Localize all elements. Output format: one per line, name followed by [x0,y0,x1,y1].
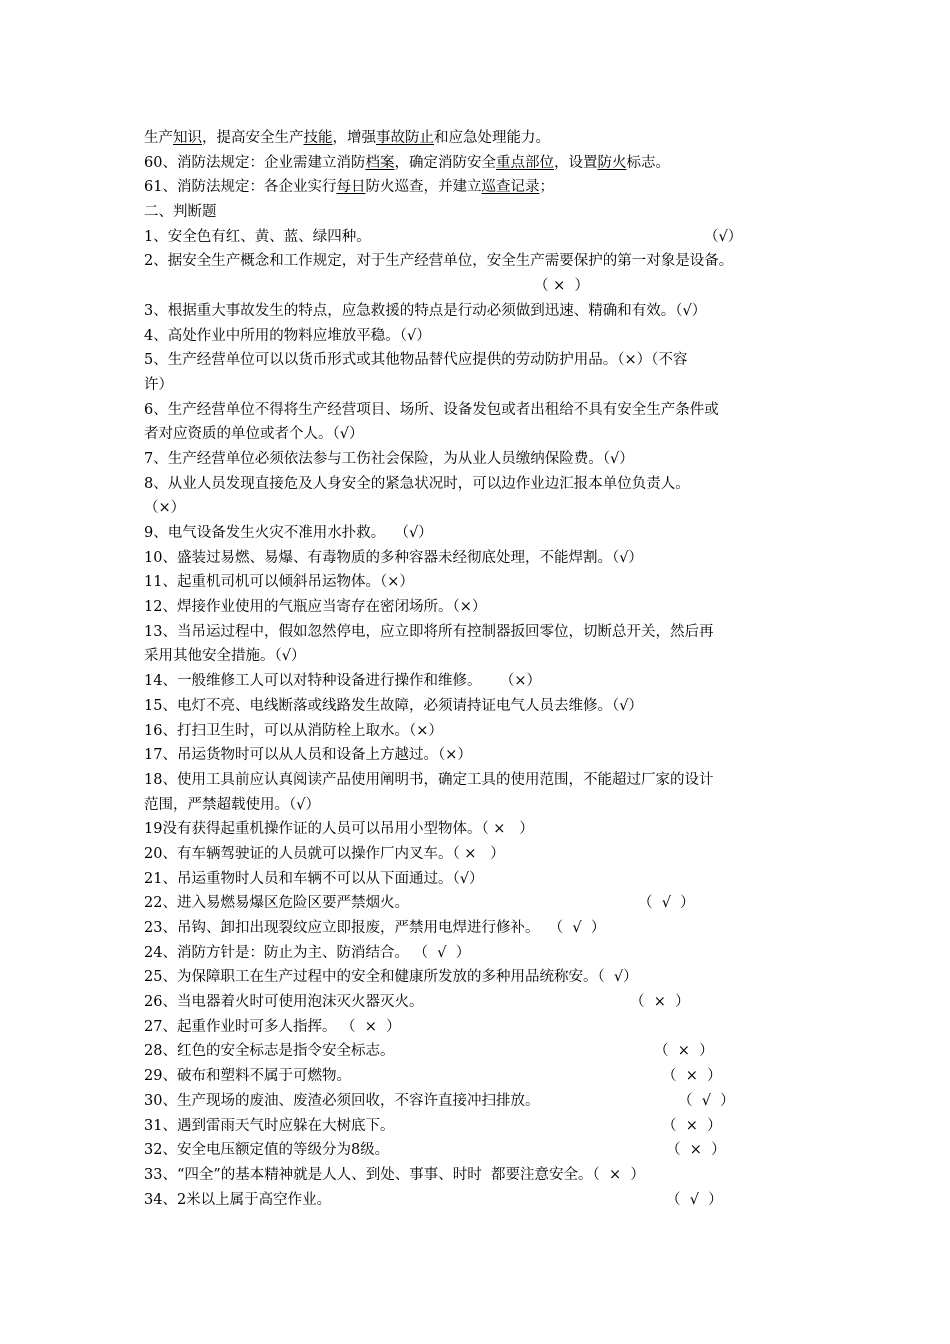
question-text: 31、遇到雷雨天气时应躲在大树底下。 [144,1117,395,1134]
underlined-term: 防火 [597,154,627,171]
question-line [144,570,824,595]
question-text: 24、消防方针是：防止为主、防消结合。 （ √ ） [144,944,471,961]
question-line [144,472,824,497]
question-line [144,1138,824,1163]
question-text: 32、安全电压额定值的等级分为8级。 [144,1142,390,1159]
question-text: （×） [144,500,186,517]
underlined-term: 巡查 [481,179,511,196]
question-line [144,274,824,299]
document-body [144,126,824,1212]
question-text: 30、生产现场的废油、废渣必须回收，不容许直接冲扫排放。 [144,1092,540,1109]
question-line [144,694,824,719]
question-line [144,620,824,645]
question-line [144,965,824,990]
question-text: 21、吊运重物时人员和车辆不可以从下面通过。（√） [144,870,484,887]
question-line [144,1188,824,1213]
answer-mark: （ √ ） [638,895,695,912]
question-text: 20、有车辆驾驶证的人员就可以操作厂内叉车。（ × ） [144,845,505,862]
section-title: 二、判断题 [144,204,217,221]
question-line [144,817,824,842]
question-line [144,743,824,768]
question-line [144,225,824,250]
question-line [144,324,824,349]
underlined-term: 知识 [173,130,202,146]
answer-mark: （ × ） [666,1142,726,1159]
text-run: 60、消防法规定：企业需建立消防 [144,154,366,171]
question-text: 1、安全色有红、黄、蓝、绿四种。 [144,228,371,245]
question-text: 4、高处作业中所用的物料应堆放平稳。（√） [144,327,431,344]
underlined-term: 每日 [336,179,366,196]
question-line [144,249,824,274]
underlined-term: 重点部位 [495,154,554,171]
answer-mark: （√） [704,228,743,245]
question-line [144,1114,824,1139]
question-text: 27、起重作业时可多人指挥。 （ × ） [144,1018,401,1035]
question-text: 26、当电器着火时可使用泡沫灭火器灭火。 [144,994,424,1011]
question-text: 17、吊运货物时可以从人员和设备上方越过。（×） [144,747,472,764]
text-run: 和应急处理能力。 [434,130,550,146]
question-line [144,644,824,669]
question-line [144,891,824,916]
question-line [144,348,824,373]
answer-mark: （ √ ） [666,1191,723,1208]
text-run: 防火巡查，并建立 [365,179,482,196]
question-text: 16、打扫卫生时，可以从消防栓上取水。（×） [144,722,443,739]
intro-line-1 [144,126,824,151]
question-line [144,941,824,966]
question-text: 28、红色的安全标志是指令安全标志。 [144,1043,395,1060]
question-text: 6、生产经营单位不得将生产经营项目、场所、设备发包或者出租给不具有安全生产条件或 [144,401,719,418]
question-line [144,669,824,694]
text-run: ，提高安全生产 [202,130,304,146]
text-run: ，确定消防安全 [394,154,496,171]
underlined-term: 事故防止 [376,130,434,146]
question-text: 10、盛装过易燃、易爆、有毒物质的多种容器未经彻底处理，不能焊割。（√） [144,549,643,566]
question-text: 7、生产经营单位必须依法参与工伤社会保险，为从业人员缴纳保险费。（√） [144,450,634,467]
answer-mark: （ √ ） [678,1092,735,1109]
question-text: 3、根据重大事故发生的特点，应急救援的特点是行动必须做到迅速、精确和有效。（√） [144,302,707,319]
underlined-term: 技能 [303,130,333,146]
answer-mark: （ × ） [654,1043,714,1060]
question-line [144,1064,824,1089]
answer-mark: （ × ） [534,278,589,295]
question-text: 14、一般维修工人可以对特种设备进行操作和维修。 （×） [144,673,542,690]
question-text: 29、破布和塑料不属于可燃物。 [144,1068,351,1085]
question-line [144,793,824,818]
question-text: 12、焊接作业使用的气瓶应当寄存在密闭场所。（×） [144,599,487,616]
question-text: 5、生产经营单位可以以货币形式或其他物品替代应提供的劳动防护用品。（×）（不容 [144,352,688,369]
question-text: 采用其他安全措施。（√） [144,648,306,665]
question-line [144,1163,824,1188]
question-line [144,842,824,867]
question-line [144,422,824,447]
question-line [144,916,824,941]
question-text: 22、进入易燃易爆区危险区要严禁烟火。 [144,895,409,912]
text-run: ； [539,179,554,196]
question-line [144,447,824,472]
question-line [144,990,824,1015]
judgment-question-list [144,225,824,1213]
underlined-term: 记录 [510,179,540,196]
question-line [144,1015,824,1040]
intro-line-60 [144,151,824,176]
question-line [144,719,824,744]
question-text: 25、为保障职工在生产过程中的安全和健康所发放的多种用品统称安。（ √） [144,969,638,986]
question-text: 11、起重机司机可以倾斜吊运物体。（×） [144,574,414,591]
question-line [144,768,824,793]
question-line [144,546,824,571]
answer-mark: （ × ） [630,994,690,1011]
question-text: 33、“四全”的基本精神就是人人、到处、事事、时时 都要注意安全。（ × ） [144,1166,645,1183]
question-line [144,1089,824,1114]
question-text: 者对应资质的单位或者个人。（√） [144,426,364,443]
question-line [144,595,824,620]
question-line [144,299,824,324]
question-line [144,867,824,892]
question-line [144,398,824,423]
question-text: 许） [144,376,173,393]
question-text: 13、当吊运过程中，假如忽然停电，应立即将所有控制器扳回零位，切断总开关，然后再 [144,623,714,640]
answer-mark: （ × ） [662,1117,722,1134]
question-text: 2、据安全生产概念和工作规定，对于生产经营单位，安全生产需要保护的第一对象是设备。 [144,253,734,270]
question-line [144,1039,824,1064]
question-text: 23、吊钩、卸扣出现裂纹应立即报废，严禁用电焊进行修补。 （ √ ） [144,920,606,936]
text-run: 标志。 [626,154,670,171]
text-run: 61、消防法规定：各企业实行 [144,179,337,196]
intro-line-61 [144,175,824,200]
question-text: 18、使用工具前应认真阅读产品使用阐明书，确定工具的使用范围，不能超过厂家的设计 [144,771,714,788]
question-line [144,496,824,521]
question-text: 19没有获得起重机操作证的人员可以吊用小型物体。（ × ） [144,821,534,838]
answer-mark: （ × ） [662,1068,722,1085]
question-text: 34、2米以上属于高空作业。 [144,1191,332,1208]
underlined-term: 档案 [365,154,395,171]
question-text: 8、从业人员发现直接危及人身安全的紧急状况时，可以边作业边汇报本单位负责人。 [144,475,690,492]
question-text: 9、电气设备发生火灾不准用水扑救。 （√） [144,525,433,541]
text-run: ，增强 [332,130,376,146]
question-line [144,373,824,398]
question-line [144,521,824,546]
question-text: 范围，严禁超载使用。（√） [144,796,320,813]
text-run: 生产 [144,130,173,146]
text-run: ，设置 [553,154,598,171]
question-text: 15、电灯不亮、电线断落或线路发生故障，必须请持证电气人员去维修。（√） [144,697,643,714]
